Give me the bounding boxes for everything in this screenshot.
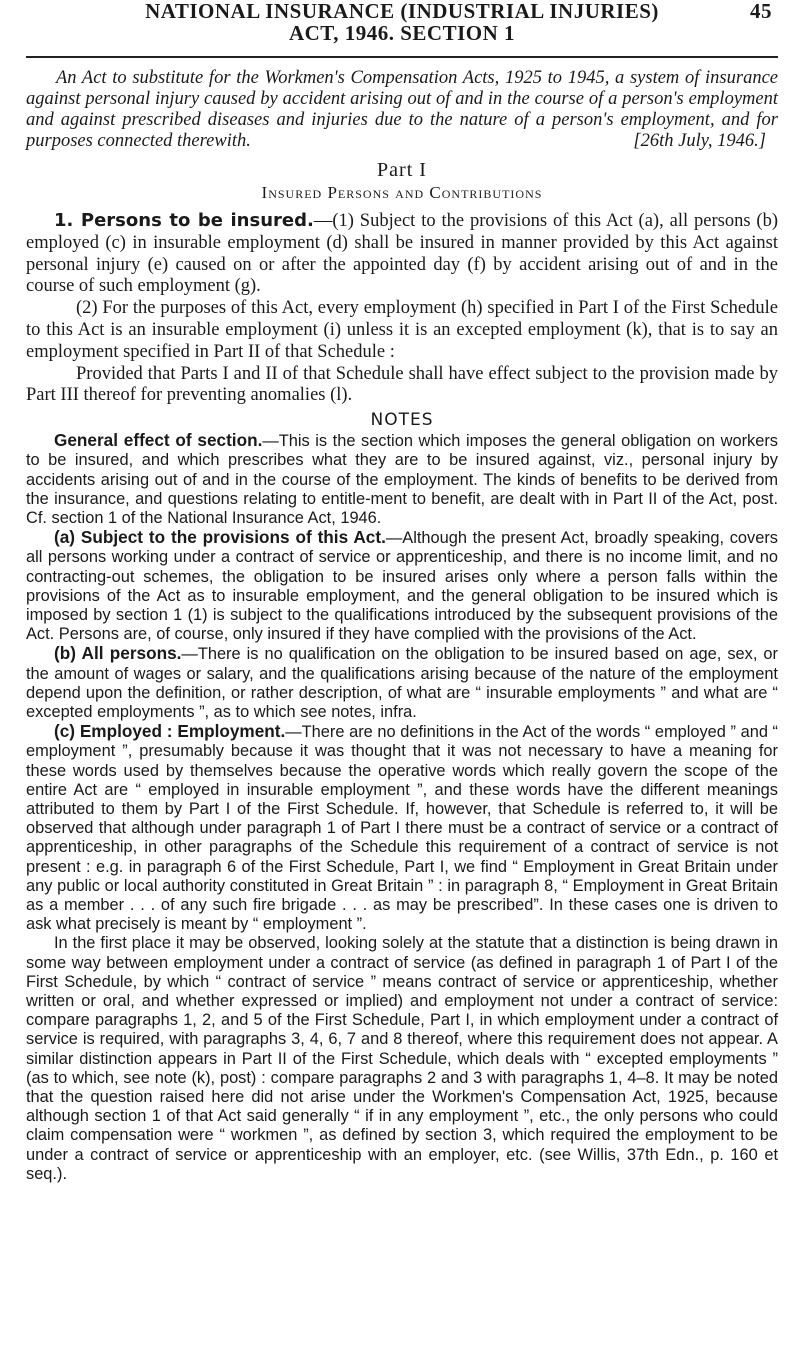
subsection-1-text: —(1) Subject to the provisions of this Act (a), all persons (b) employed (c) in insurable employment (d) shall be insured in manner provided by this Act against personal injury (e) caused on or after the appointed day (f) by accident arising out of and in the course of such employment (g). — [26, 211, 778, 297]
section-1-subsection-2: (2) For the purposes of this Act, every employment (h) specified in Part I of the First Schedule to this Act is an insurable employment (i) unless it is an excepted employment (k), that is to say an employment specified in Part II of that Schedule : — [26, 298, 778, 362]
running-head-line2: ACT, 1946. SECTION 1 — [288, 21, 516, 45]
note-c — [26, 722, 778, 934]
section-heading: 1. Persons to be insured. — [54, 210, 314, 231]
note-b — [26, 644, 778, 722]
note-a — [26, 528, 778, 644]
running-head — [26, 0, 778, 46]
assent-date: [26th July, 1946.] — [633, 131, 766, 151]
section-1-subsection-1 — [26, 210, 778, 298]
note-a-text: —Although the present Act, broadly speaking, covers all persons working under a contract of service or apprenticeship, and there is no income limit, and no contracting-out schemes, the obligation to be insured arises only where a person falls within the provisions of the Act as to insurable employment, and the general obligation to be insured which is imposed by section 1 (1) is subject to the qualifications introduced by the subsequent provisions of the Act. Persons are, of course, only insured if they have complied with the provisions of the Act. — [26, 529, 778, 644]
running-head-line1: NATIONAL INSURANCE (INDUSTRIAL INJURIES) — [145, 0, 659, 23]
header-rule — [26, 56, 778, 58]
note-general-heading: General effect of section. — [54, 430, 263, 451]
note-c-heading: (c) Employed : Employment. — [54, 721, 286, 742]
note-a-heading: (a) Subject to the provisions of this Act. — [54, 527, 386, 548]
notes-heading: NOTES — [370, 410, 434, 431]
note-c-text: —There are no definitions in the Act of the words “ employed ” and “ employment ”, presumably because it was thought that it was not necessary to have a meaning for these words used by themselves because the operative words which really govern the scope of the entire Act are “ employed in insurable employment ”, and these words have the different meanings attributed to them by Part I of the First Schedule. If, however, that Schedule is referred to, it will be observed that although under paragraph 1 of Part I there must be a contract of service or a contract of apprenticeship, in other paragraphs of the Schedule this requirement of a contract of service is not present : e.g. in paragraph 6 of the First Schedule, Part I, we find “ Employment in Great Britain under any public or local authority constituted in Great Britain ” : in paragraph 8, “ Employment in Great Britain as a member . . . of any such fire brigade . . . as may be prescribed”. In these cases one is driven to ask what precisely is meant by “ employment ”. — [26, 723, 779, 934]
note-b-text: —There is no qualification on the obligation to be insured based on age, sex, or the amount of wages or salary, and the qualifications arising because of the nature of the employment depend upon the definition, or rather description, of what are “ insurable employments ” and what are “ excepted employments ”, as to which see notes, infra. — [26, 645, 778, 722]
page-number: 45 — [750, 0, 772, 23]
note-b-heading: (b) All persons. — [54, 643, 182, 664]
note-general-text: —This is the section which imposes the general obligation on workers to be insured, and which prescribes what they are to be insured against, viz., personal injury by accidents arising out of and in the course of the employment. The kinds of benefits to be derived from the insurance, and questions relating to entitle-ment to benefit, are dealt with in Part II of the Act, post. Cf. section 1 of the National Insurance Act, 1946. — [26, 432, 778, 527]
section-1-proviso: Provided that Parts I and II of that Schedule shall have effect subject to the provision made by Part III thereof for preventing anomalies (l). — [26, 363, 778, 406]
note-c-continued: In the first place it may be observed, looking solely at the statute that a distinction is being drawn in some way between employment under a contract of service (as defined in paragraph 1 of Part I of the First Schedule, by which “ contract of service ” means contract of service or apprenticeship, whether written or oral, and whether expressed or implied) and employment not under a contract of service: compare paragraphs 1, 2, and 5 of the First Schedule, Part I, in which employment under a contract of service is required, with paragraphs 3, 4, 6, 7 and 8 thereof, where this requirement does not appear. A similar distinction appears in Part II of the First Schedule, which deals with “ excepted employments ” (as to which, see note (k), post) : compare paragraphs 2 and 3 with paragraphs 1, 4–8. It may be noted that the question raised here did not arise under the Workmen's Compensation Act, 1925, because although section 1 of that Act said generally “ if in any employment ”, etc., the only persons who could claim compensation were “ workmen ”, as defined by section 3, which required the employment to be under a contract of service or apprenticeship with an employer, etc. (see Willis, 37th Edn., p. 160 et seq.). — [26, 934, 778, 1183]
part-subheading: Insured Persons and Contributions — [261, 183, 543, 202]
part-heading: Part I — [377, 159, 427, 181]
note-general — [26, 431, 778, 528]
long-title: An Act to substitute for the Workmen's Compensation Acts, 1925 to 1945, a system of insurance against personal injury caused by accident arising out of and in the course of a person's employment and against prescribed diseases and injuries due to the nature of a person's employment, and for purposes connected therewith. — [26, 68, 778, 151]
